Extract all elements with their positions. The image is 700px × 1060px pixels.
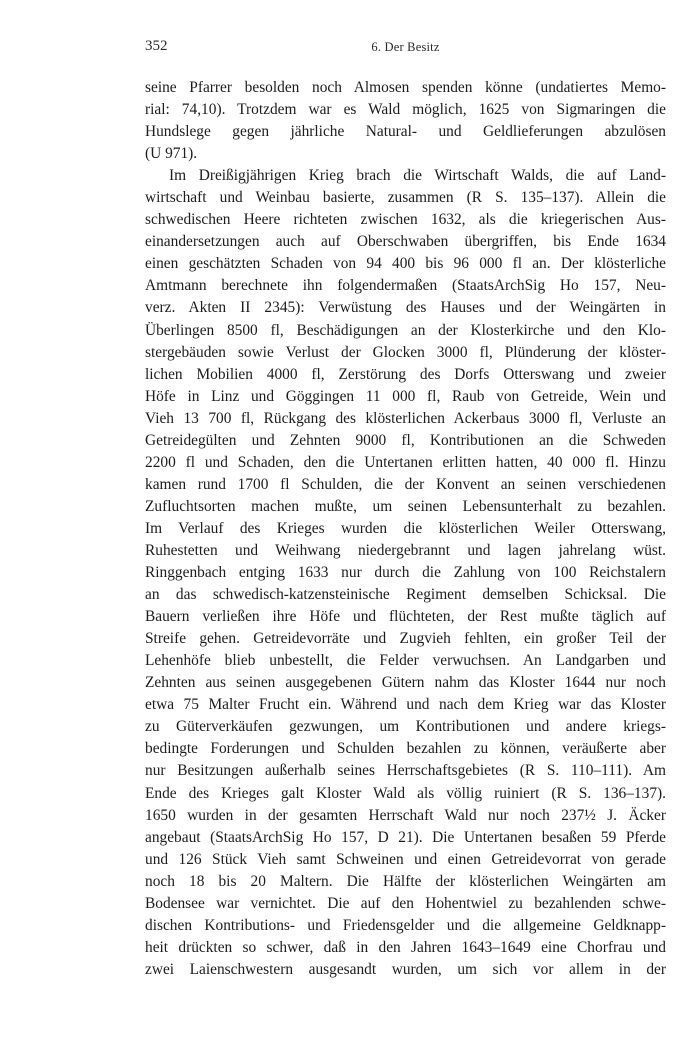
text-line: bedingte Forderungen und Schulden bezahlen zu können, veräußerte aber xyxy=(145,740,666,758)
text-line: Ruhestetten und Weihwang niedergebrannt und lagen jahrelang wüst. xyxy=(145,541,666,559)
text-line: zwei Laienschwestern ausgesandt wurden, um sich vor allem in der xyxy=(145,960,666,978)
paragraph-1 xyxy=(145,77,666,165)
text-line: Ende des Krieges galt Kloster Wald als völlig ruiniert (R S. 136–137). xyxy=(145,784,666,802)
text-line: wirtschaft und Weinbau basierte, zusammen (R S. 135–137). Allein die xyxy=(145,189,666,207)
text-line: Zehnten aus seinen ausgegebenen Gütern nahm das Kloster 1644 nur noch xyxy=(145,674,666,692)
text-line: Hundslege gegen jährliche Natural- und Geldlieferungen abzulösen xyxy=(145,123,666,141)
text-line: Vieh 13 700 fl, Rückgang des klösterlichen Ackerbaus 3000 fl, Verluste an xyxy=(145,409,666,427)
text-line: kamen rund 1700 fl Schulden, die der Konvent an seinen verschiedenen xyxy=(145,475,666,493)
text-line: einen geschätzten Schaden von 94 400 bis 96 000 fl an. Der klösterliche xyxy=(145,255,666,273)
running-head xyxy=(145,38,666,60)
text-line: stergebäuden sowie Verlust der Glocken 3000 fl, Plünderung der klöster- xyxy=(145,343,666,361)
text-line: und 126 Stück Vieh samt Schweinen und einen Getreidevorrat von gerade xyxy=(145,850,666,868)
text-line: Überlingen 8500 fl, Beschädigungen an der Klosterkirche und den Klo- xyxy=(145,321,666,339)
text-line: noch 18 bis 20 Maltern. Die Hälfte der klösterlichen Weingärten am xyxy=(145,872,666,890)
paragraph-2 xyxy=(145,165,666,981)
text-line: Bodensee war vernichtet. Die auf den Hohentwiel zu bezahlenden schwe- xyxy=(145,894,666,912)
text-line: seine Pfarrer besolden noch Almosen spenden könne (undatiertes Memo- xyxy=(145,79,666,96)
page-number: 352 xyxy=(145,38,168,54)
body-text xyxy=(145,77,666,981)
text-line: Im Verlauf des Krieges wurden die klösterlichen Weiler Otterswang, xyxy=(145,519,666,537)
text-line: dischen Kontributions- und Friedensgelder und die allgemeine Geldknapp- xyxy=(145,916,666,934)
text-line: zu Güterverkäufen gezwungen, um Kontributionen und andere kriegs- xyxy=(145,718,666,736)
text-line: verz. Akten II 2345): Verwüstung des Hauses und der Weingärten in xyxy=(145,299,666,317)
text-line: Bauern verließen ihre Höfe und flüchteten, der Rest mußte täglich auf xyxy=(145,608,666,626)
text-line: Ringgenbach entging 1633 nur durch die Zahlung von 100 Reichstalern xyxy=(145,564,666,582)
text-line: an das schwedisch-katzensteinische Regiment demselben Schicksal. Die xyxy=(145,586,666,604)
text-line: rial: 74,10). Trotzdem war es Wald möglich, 1625 von Sigmaringen die xyxy=(145,101,666,119)
text-line: Getreidegülten und Zehnten 9000 fl, Kontributionen an die Schweden xyxy=(145,431,666,449)
text-line: Lehenhöfe blieb unbestellt, die Felder verwuchsen. An Landgarben und xyxy=(145,652,666,670)
text-line: einandersetzungen auch auf Oberschwaben übergriffen, bis Ende 1634 xyxy=(145,233,666,251)
text-line: angebaut (StaatsArchSig Ho 157, D 21). Die Untertanen besaßen 59 Pferde xyxy=(145,828,666,846)
text-line: (U 971). xyxy=(145,145,198,163)
text-line: Im Dreißigjährigen Krieg brach die Wirtschaft Walds, die auf Land- xyxy=(169,167,666,185)
text-line: 2200 fl und Schaden, den die Untertanen erlitten hatten, 40 000 fl. Hinzu xyxy=(145,453,666,471)
text-line: Amtmann berechnete ihn folgendermaßen (StaatsArchSig Ho 157, Neu- xyxy=(145,277,666,295)
text-line: etwa 75 Malter Frucht ein. Während und nach dem Krieg war das Kloster xyxy=(145,696,666,714)
chapter-title: 6. Der Besitz xyxy=(371,40,440,54)
text-line: schwedischen Heere richteten zwischen 1632, als die kriegerischen Aus- xyxy=(145,211,666,229)
text-line: heit drückten so schwer, daß in den Jahren 1643–1649 eine Chorfrau und xyxy=(145,938,666,956)
text-line: Höfe in Linz und Göggingen 11 000 fl, Raub von Getreide, Wein und xyxy=(145,387,666,405)
text-line: 1650 wurden in der gesamten Herrschaft Wald nur noch 237½ J. Äcker xyxy=(145,806,666,824)
text-line: nur Besitzungen außerhalb seines Herrschaftsgebietes (R S. 110–111). Am xyxy=(145,762,666,780)
text-line: lichen Mobilien 4000 fl, Zerstörung des Dorfs Otterswang und zweier xyxy=(145,365,666,383)
text-line: Streife gehen. Getreidevorräte und Zugvieh fehlten, ein großer Teil der xyxy=(145,630,666,648)
text-line: Zufluchtsorten machen mußte, um seinen Lebensunterhalt zu bezahlen. xyxy=(145,497,666,515)
